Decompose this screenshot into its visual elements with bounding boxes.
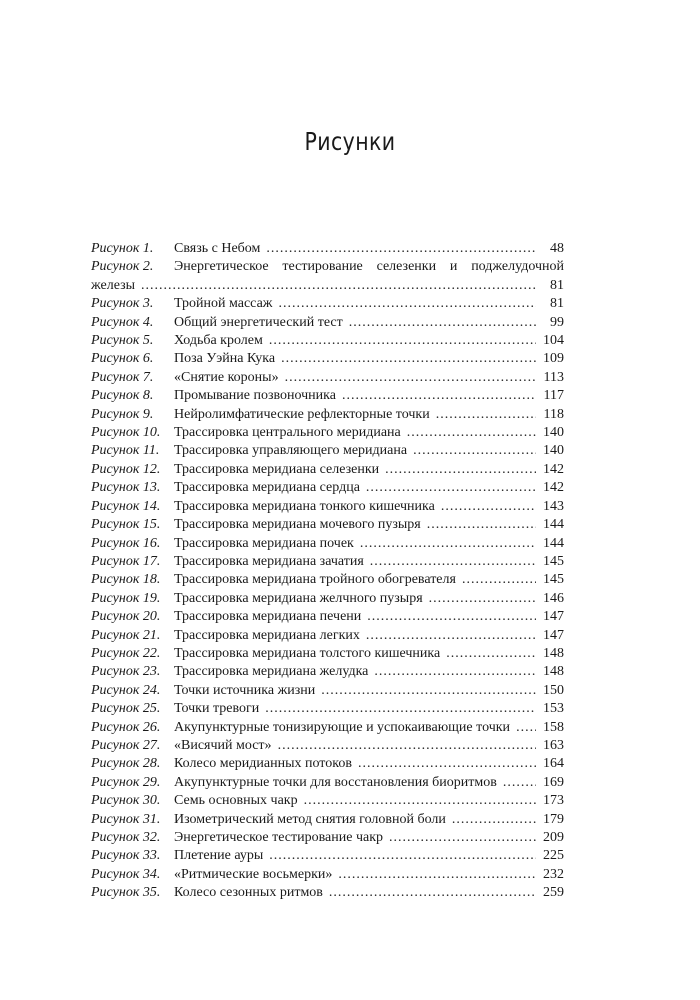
toc-entry	[91, 829, 564, 847]
leader-dots	[269, 847, 536, 865]
figure-title: Трассировка меридиана печени	[174, 609, 362, 625]
toc-entry	[91, 737, 564, 755]
leader-dots	[370, 553, 536, 571]
figure-label: Рисунок 15.	[91, 517, 161, 533]
figure-title: Общий энергетический тест	[174, 314, 343, 330]
figure-title: Изометрический метод снятия головной боли	[174, 811, 446, 827]
figure-title: Трассировка меридиана мочевого пузыря	[174, 517, 421, 533]
page-number: 145	[543, 553, 564, 569]
figure-title: Промывание позвоночника	[174, 388, 336, 404]
figure-label: Рисунок 28.	[91, 756, 161, 772]
toc-entry	[91, 811, 564, 829]
figure-title: Колесо сезонных ритмов	[174, 885, 323, 901]
figure-label: Рисунок 12.	[91, 461, 161, 477]
figure-title: Семь основных чакр	[174, 793, 298, 809]
figure-label: Рисунок 13.	[91, 480, 161, 496]
toc-entry	[91, 369, 564, 387]
toc-entry	[91, 847, 564, 865]
toc-entry	[91, 571, 564, 589]
figure-label: Рисунок 7.	[91, 369, 154, 385]
leader-dots	[367, 608, 536, 626]
page-number: 81	[550, 296, 564, 312]
figure-title: Трассировка управляющего меридиана	[174, 443, 408, 459]
figure-title: Трассировка меридиана толстого кишечника	[174, 645, 441, 661]
leader-dots	[427, 516, 536, 534]
page-number: 148	[543, 645, 564, 661]
figure-title: Трассировка меридиана тонкого кишечника	[174, 498, 435, 514]
page-number: 140	[543, 425, 564, 441]
leader-dots	[304, 792, 536, 810]
toc-entry	[91, 700, 564, 718]
figure-label: Рисунок 22.	[91, 645, 161, 661]
toc-entry	[91, 553, 564, 571]
page-number: 153	[543, 701, 564, 717]
leader-dots	[329, 884, 536, 902]
page-number: 147	[543, 627, 564, 643]
toc-entry	[91, 682, 564, 700]
figure-label: Рисунок 1.	[91, 241, 154, 256]
figure-title: Трассировка меридиана селезенки	[174, 461, 380, 477]
figure-title: Связь с Небом	[174, 241, 261, 256]
figure-label: Рисунок 4.	[91, 314, 154, 330]
toc-entry	[91, 479, 564, 497]
leader-dots	[503, 774, 536, 792]
figure-title: Трассировка меридиана желудка	[174, 664, 369, 680]
figure-title: Трассировка меридиана желчного пузыря	[174, 590, 423, 606]
page-number: 48	[550, 241, 564, 256]
leader-dots	[349, 314, 536, 332]
figure-title: Акупунктурные тонизирующие и успокаивающие точки	[174, 719, 511, 735]
figure-label: Рисунок 5.	[91, 333, 154, 349]
figure-label: Рисунок 6.	[91, 351, 154, 367]
figure-label: Рисунок 17.	[91, 553, 161, 569]
toc-entry	[91, 884, 564, 902]
figure-label: Рисунок 26.	[91, 719, 161, 735]
figure-title: Поза Уэйна Кука	[174, 351, 276, 367]
leader-dots	[429, 590, 536, 608]
page-number: 81	[550, 277, 564, 293]
page-title: Рисунки	[304, 127, 396, 156]
toc-entry	[91, 314, 564, 332]
leader-dots	[413, 442, 536, 460]
toc-entry	[91, 387, 564, 405]
page-number: 150	[543, 682, 564, 698]
figure-label: Рисунок 34.	[91, 866, 161, 882]
toc-entry	[91, 406, 564, 424]
figure-title-continuation: железы	[91, 277, 136, 293]
leader-dots	[441, 498, 536, 516]
figure-title: Колесо меридианных потоков	[174, 756, 352, 772]
figure-title: «Ритмические восьмерки»	[174, 866, 333, 882]
leader-dots	[366, 627, 536, 645]
toc-entry	[91, 498, 564, 516]
page-number: 142	[543, 461, 564, 477]
figure-label: Рисунок 27.	[91, 737, 161, 753]
figure-title: Энергетическое тестирование селезенки и поджелудочной	[174, 259, 564, 275]
leader-dots	[141, 277, 536, 295]
toc-entry	[91, 424, 564, 442]
toc-entry	[91, 755, 564, 773]
figure-label: Рисунок 35.	[91, 885, 161, 901]
toc-entry	[91, 608, 564, 626]
figure-label: Рисунок 20.	[91, 609, 161, 625]
figure-label: Рисунок 32.	[91, 830, 161, 845]
figure-label: Рисунок 14.	[91, 498, 161, 514]
page-number: 147	[543, 609, 564, 625]
figure-label: Рисунок 23.	[91, 664, 161, 680]
leader-dots	[321, 682, 536, 700]
toc-entry	[91, 535, 564, 553]
figure-title: Точки тревоги	[174, 701, 260, 717]
page-number: 104	[543, 333, 564, 349]
figure-title: Тройной массаж	[174, 296, 273, 312]
leader-dots	[266, 240, 536, 258]
toc-entry	[91, 350, 564, 368]
page-number: 99	[550, 314, 564, 330]
toc-entry	[91, 295, 564, 313]
figure-label: Рисунок 24.	[91, 682, 161, 698]
leader-dots	[278, 737, 536, 755]
figure-label: Рисунок 21.	[91, 627, 161, 643]
leader-dots	[516, 719, 536, 737]
leader-dots	[265, 700, 536, 718]
figure-label: Рисунок 25.	[91, 701, 161, 717]
figure-title: «Снятие короны»	[174, 369, 279, 385]
page-number: 148	[543, 664, 564, 680]
leader-dots	[281, 350, 536, 368]
figure-title: Ходьба кролем	[174, 333, 263, 349]
page-number: 144	[543, 535, 564, 551]
page-number: 164	[543, 756, 564, 772]
toc-entry	[91, 866, 564, 884]
page-number: 158	[543, 719, 564, 735]
figure-label: Рисунок 2.	[91, 259, 154, 275]
leader-dots	[338, 866, 536, 884]
toc-entry	[91, 719, 564, 737]
page-number: 232	[543, 866, 564, 882]
toc-entry	[91, 461, 564, 479]
figure-label: Рисунок 9.	[91, 406, 154, 422]
page-number: 143	[543, 498, 564, 514]
figure-list	[91, 240, 564, 903]
leader-dots	[285, 369, 536, 387]
toc-entry	[91, 627, 564, 645]
toc-entry	[91, 645, 564, 663]
figure-title: Трассировка центрального меридиана	[174, 425, 401, 441]
toc-entry-continuation	[91, 277, 564, 295]
leader-dots	[385, 461, 536, 479]
page-number: 163	[543, 737, 564, 753]
page-number: 118	[543, 406, 564, 422]
figure-label: Рисунок 3.	[91, 296, 154, 312]
page-number: 117	[543, 388, 564, 404]
page-number: 113	[543, 369, 564, 385]
figure-label: Рисунок 31.	[91, 811, 161, 827]
figure-title: Плетение ауры	[174, 848, 264, 864]
figure-title: Трассировка меридиана зачатия	[174, 553, 364, 569]
leader-dots	[389, 829, 536, 847]
page-number: 225	[543, 848, 564, 864]
page-number: 259	[543, 885, 564, 901]
figure-label: Рисунок 19.	[91, 590, 161, 606]
page-number: 169	[543, 774, 564, 790]
page-number: 144	[543, 517, 564, 533]
figure-label: Рисунок 18.	[91, 572, 161, 588]
toc-entry	[91, 240, 564, 258]
toc-entry	[91, 442, 564, 460]
figure-title: Трассировка меридиана легких	[174, 627, 360, 643]
figure-title: Нейролимфатические рефлекторные точки	[174, 406, 430, 422]
leader-dots	[446, 645, 536, 663]
figure-label: Рисунок 16.	[91, 535, 161, 551]
toc-entry	[91, 792, 564, 810]
leader-dots	[462, 571, 536, 589]
toc-entry	[91, 590, 564, 608]
figure-label: Рисунок 29.	[91, 774, 161, 790]
figure-title: Трассировка меридиана тройного обогревателя	[174, 572, 456, 588]
page-number: 109	[543, 351, 564, 367]
leader-dots	[269, 332, 536, 350]
page-number: 173	[543, 793, 564, 809]
figure-label: Рисунок 11.	[91, 443, 160, 459]
figure-label: Рисунок 8.	[91, 388, 154, 404]
toc-entry	[91, 663, 564, 681]
leader-dots	[366, 479, 536, 497]
figure-title: Трассировка меридиана сердца	[174, 480, 360, 496]
figure-title: «Висячий мост»	[174, 737, 272, 753]
leader-dots	[436, 406, 536, 424]
page-number: 146	[543, 590, 564, 606]
figure-title: Точки источника жизни	[174, 682, 316, 698]
figure-label: Рисунок 33.	[91, 848, 161, 864]
figure-title: Трассировка меридиана почек	[174, 535, 354, 551]
toc-entry	[91, 774, 564, 792]
toc-entry	[91, 516, 564, 534]
page-number: 209	[543, 830, 564, 845]
page-number: 179	[543, 811, 564, 827]
leader-dots	[278, 295, 536, 313]
page-number: 145	[543, 572, 564, 588]
figure-title: Энергетическое тестирование чакр	[174, 830, 384, 845]
figure-title: Акупунктурные точки для восстановления биоритмов	[174, 774, 497, 790]
page-number: 142	[543, 480, 564, 496]
leader-dots	[407, 424, 536, 442]
figure-label: Рисунок 10.	[91, 425, 161, 441]
page-number: 140	[543, 443, 564, 459]
leader-dots	[452, 811, 536, 829]
leader-dots	[358, 755, 536, 773]
leader-dots	[360, 535, 536, 553]
toc-entry	[91, 258, 564, 276]
leader-dots	[342, 387, 536, 405]
toc-entry	[91, 332, 564, 350]
leader-dots	[374, 663, 536, 681]
figure-label: Рисунок 30.	[91, 793, 161, 809]
